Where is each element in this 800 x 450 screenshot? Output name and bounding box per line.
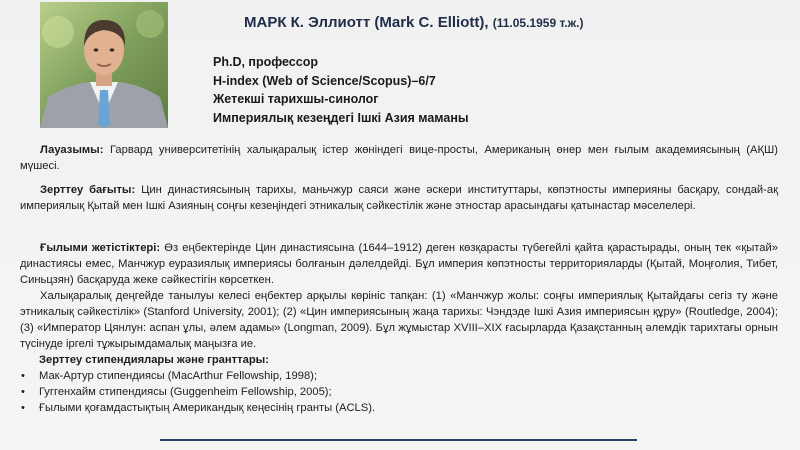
grants-title: Зерттеу стипендиялары және гранттары: [39, 354, 269, 366]
achievements-paragraph [20, 240, 778, 288]
list-item [20, 368, 375, 384]
credential-degree: Ph.D, профессор [213, 55, 318, 69]
grant-text: Гуггенхайм стипендиясы (Guggenheim Fellowship, 2005); [39, 386, 332, 398]
grant-text: Ғылыми қоғамдастықтың Американдық кеңесінің гранты (ACLS). [39, 402, 376, 414]
credential-specialty: Империялық кезеңдегі Ішкі Азия маманы [213, 110, 469, 125]
portrait-image [40, 2, 168, 128]
bullet-icon: • [21, 386, 25, 398]
list-item [20, 400, 375, 416]
bullet-icon: • [21, 402, 25, 414]
achievements-text: Өз еңбектерінде Цин династиясына (1644–1912) деген көзқарасты түбегейлі қайта қарастырады, оның тек «қытай» династиясы емес, Манчжур еуразиялық империясы болғанын дәлелдейді. Бұл империя көпэтносты территорияларды (Қытай, Моңғолия, Тибет, Синьцзян) басқаруда жеке сәйкестігін көрсеткен. [20, 242, 779, 286]
grants-list [20, 368, 375, 416]
achievements-label: Ғылыми жетістіктері: [40, 242, 161, 254]
research-label: Зерттеу бағыты: [40, 184, 136, 196]
bottom-divider [160, 439, 637, 441]
credential-h-index: H-index (Web of Science/Scopus)–6/7 [213, 73, 436, 88]
birth-date: (11.05.1959 т.ж.) [492, 16, 584, 30]
name-text: МАРК К. Эллиотт (Mark C. Elliott), [244, 14, 489, 31]
research-text: Цин династиясының тарихы, маньчжур саяси және әскери институттары, көпэтносты империяны басқару, сондай-ақ империялық Қытай мен Ішкі Азияның соңғы кезеңіндегі этникалық сәйкестілік және этностар арасындағы қатынастар мәселелері. [20, 184, 779, 212]
position-label: Лауазымы: [40, 144, 104, 156]
bullet-icon: • [21, 370, 25, 382]
person-name [244, 14, 784, 31]
position-paragraph [20, 142, 778, 174]
list-item [20, 384, 375, 400]
works-paragraph: Халықаралық деңгейде танылуы келесі еңбектер арқылы көрініс тапқан: (1) «Манчжур жолы: соңғы империялық Қытайдағы сегіз ту және этникалық сәйкестілік» (Stanford University, 2001); (2) «Цин империясының жаңа тарихы: Чэндэде Ішкі Азия империясын құру» (Routledge, 2004); (3) «Император Цянлун: аспан ұлы, әлем адамы» (Longman, 2009). Бұл жұмыстар XVIII–XIX ғасырларда Қазақстанның әлемдік тарихтағы орнын түсінуде іргелі тұжырымдамалық маңызға ие. [20, 290, 778, 350]
research-paragraph [20, 182, 778, 214]
grant-text: Мак-Артур стипендиясы (MacArthur Fellowship, 1998); [39, 370, 317, 382]
credential-role: Жетекші тарихшы-синолог [213, 92, 379, 106]
portrait-photo [40, 2, 168, 128]
credentials-block [213, 53, 469, 127]
position-text: Гарвард университетінің халықаралық істер жөніндегі вице-просты, Американың өнер мен ғылым академиясының (АҚШ) мүшесі. [20, 144, 778, 172]
